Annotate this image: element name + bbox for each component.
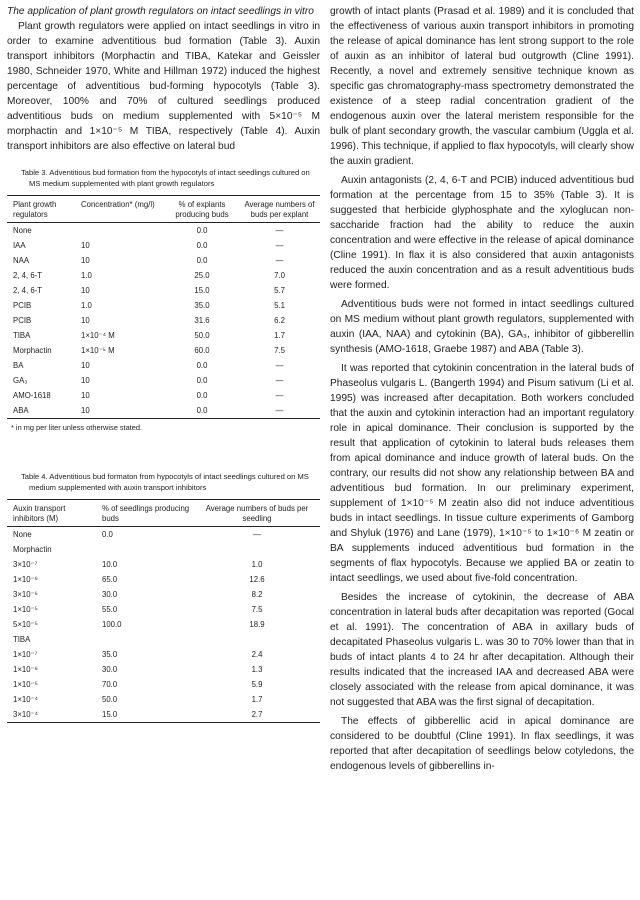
average-cell: — [275, 226, 284, 235]
inhibitor-cell: 1×10⁻⁶ [13, 665, 38, 674]
table-row [7, 298, 320, 313]
table-group-row [7, 632, 320, 647]
percent-cell: 0.0 [165, 403, 239, 419]
table-3-header-row [7, 196, 320, 223]
percent-cell: 31.6 [194, 316, 210, 325]
percent-cell: 0.0 [196, 226, 208, 235]
table-row [7, 662, 320, 677]
percent-cell: 15.0 [194, 286, 210, 295]
group-label: Morphactin [13, 545, 52, 554]
inhibitor-cell: 3×10⁻⁶ [13, 590, 38, 599]
average-cell: 5.1 [274, 301, 285, 310]
table-4-body [7, 527, 320, 723]
table-3-col-concentration: Concentration* (mg/l) [79, 196, 165, 223]
percent-cell: 70.0 [102, 680, 118, 689]
body-paragraph: Besides the increase of cytokinin, the decrease of ABA concentration in lateral buds after decapitation was reported (Gocal et al. 1991). The concentration of ABA in axillary buds of decapitated Phaseolus vulgaris L. was 30 to 70% lower than that in buds of intact plants 4 to 24 hr after decapitation. Although their results indicated that the increased IAA and decreased ABA were closely associated with the release from apical dominance, it was not suggested that ABA was the first signal of decapitation. [330, 592, 634, 708]
body-paragraph: Auxin antagonists (2, 4, 6-T and PCIB) induced adventitious bud formation at the percentage from 15 to 35% (Table 3). It is suggested that herbicide glyphosphate and the xyloglucan non-saccharide fraction had the ability to reduce the auxin concentration and were effective in the release of apical dominance (Cline 1991). In flax it is also considered that auxin antagonists reduced the auxin concentration and as a result adventitious buds were formed. [330, 175, 634, 291]
left-column [7, 4, 320, 723]
average-cell: 2.7 [194, 707, 320, 723]
percent-cell: 30.0 [102, 590, 118, 599]
concentration-cell: 1×10⁻⁴ M [81, 331, 115, 340]
average-cell: — [239, 403, 320, 419]
average-cell: 7.5 [251, 605, 263, 614]
table-3-caption: Table 3. Adventitious bud formation from the hypocotyls of intact seedlings cultured on MS medium supplemented with plant growth regulators [21, 168, 310, 188]
regulator-cell: GA₃ [13, 376, 28, 385]
inhibitor-cell: 1×10⁻⁷ [13, 650, 38, 659]
regulator-cell: AMO-1618 [13, 391, 51, 400]
percent-cell: 25.0 [194, 271, 210, 280]
inhibitor-cell: 1×10⁻⁴ [13, 695, 39, 704]
average-cell: 5.7 [274, 286, 285, 295]
concentration-cell: 10 [81, 241, 90, 250]
average-cell: 5.9 [251, 680, 263, 689]
average-cell: 7.0 [274, 271, 285, 280]
average-cell: — [275, 256, 284, 265]
regulator-cell: PCIB [13, 301, 32, 310]
section-heading: The application of plant growth regulators on intact seedlings in vitro [7, 6, 314, 17]
inhibitor-cell: None [13, 530, 32, 539]
table-row [7, 238, 320, 253]
percent-cell: 15.0 [100, 707, 194, 723]
body-paragraph: It was reported that cytokinin concentration in the lateral buds of Phaseolus vulgaris L. (Bangerth 1994) and Pisum sativum (Li et al. 1995) was increased after decapitation. Both workers concluded that the auxin and cytokinin interaction had an important regulatory role in apical dominance. Their conclusion is supported by the result that application of cytokinin to lateral buds releases them from apical dominance and induce growth of lateral buds. On the contrary, our results did not show any relationship between BA and adventitious bud formation. In our preliminary experiment, supplement of 1×10⁻⁵ M zeatin also did not induce adventitious buds in intact seedlings. In tissue culture experiments of Gamborg and Shyluk (1976) and Lane (1979), 1×10⁻⁵ to 1×10⁻⁶ M zeatin or BA supplements induced adventitious bud formation in the segments of flax hypocotyls. Because we applied BA or zeatin to intact seedlings, we used about five-fold concentration. [330, 363, 634, 584]
table-4-caption: Table 4. Adventitious bud formaton from hypocotyls of intact seedlings cultured on MS medium supplemented with auxin transport inhibitors [21, 472, 309, 492]
table-3-col-regulator: Plant growth regulators [7, 196, 79, 223]
regulator-cell: IAA [13, 241, 26, 250]
concentration-cell: 10 [81, 256, 90, 265]
table-4-col-inhibitor: Auxin transport inhibitors (M) [7, 500, 100, 527]
body-paragraph: Plant growth regulators were applied on intact seedlings in vitro in order to examine adventitious bud formation (Table 3). Auxin transport inhibitors (Morphactin and TIBA, Katekar and Geissler 1980, Schneider 1970, White and Hillman 1972) induced the highest percentage of adventitious bud-forming hypocotyls (Table 3). Moreover, 100% and 70% of cultured seedlings produced adventitious buds on medium supplemented with 5×10⁻⁵ M morphactin and 1×10⁻⁵ M TIBA, respectively (Table 4). Auxin transport inhibitors are also effective on lateral bud [7, 21, 320, 152]
regulator-cell: 2, 4, 6-T [13, 271, 43, 280]
table-row [7, 358, 320, 373]
concentration-cell: 10 [81, 376, 90, 385]
percent-cell: 30.0 [102, 665, 118, 674]
percent-cell: 65.0 [102, 575, 118, 584]
average-cell: 6.2 [274, 316, 285, 325]
regulator-cell: ABA [7, 403, 79, 419]
table-4-grid [7, 499, 320, 723]
table-3-body [7, 223, 320, 419]
average-cell: 1.3 [251, 665, 263, 674]
percent-cell: 35.0 [102, 650, 118, 659]
percent-cell: 100.0 [102, 620, 122, 629]
percent-cell: 0.0 [102, 530, 113, 539]
table-row [7, 617, 320, 632]
body-paragraph: growth of intact plants (Prasad et al. 1989) and it is concluded that the effectiveness of various auxin transport inhibitors in promoting the release of apical dominance has lent strong support to the role of auxin as an inhibitor of lateral bud outgrowth (Cline 1991). Recently, a novel and extremely sensitive technique known as specific gas chromatography-mass spectrometry demonstrated the existence of a steep radial concentration gradient of the endogenous auxin over the lateral meristem responsible for the bulk of plant secondary growth, the vascular cambium (Uggla et al. 1996). This technique, if applied to flax hypocotyls, will clearly show the auxin gradient. [330, 6, 634, 167]
average-cell: — [275, 361, 284, 370]
percent-cell: 55.0 [102, 605, 118, 614]
inhibitor-cell: 1×10⁻⁵ [13, 680, 38, 689]
table-row [7, 707, 320, 723]
percent-cell: 0.0 [196, 376, 208, 385]
table-row [7, 253, 320, 268]
table-3-col-average: Average numbers of buds per explant [239, 196, 320, 223]
table-row [7, 557, 320, 572]
percent-cell: 60.0 [194, 346, 210, 355]
table-row [7, 602, 320, 617]
inhibitor-cell: 1×10⁻⁶ [13, 575, 38, 584]
percent-cell: 50.0 [194, 331, 210, 340]
inhibitor-cell: 5×10⁻⁵ [13, 620, 38, 629]
table-row [7, 313, 320, 328]
concentration-cell: 1.0 [81, 301, 92, 310]
table-row [7, 692, 320, 707]
table-row [7, 677, 320, 692]
table-3 [7, 168, 320, 432]
table-4-col-average: Average numbers of buds per seedling [194, 500, 320, 527]
table-row [7, 283, 320, 298]
table-row [7, 527, 320, 543]
table-row [7, 223, 320, 239]
average-cell: 2.4 [251, 650, 263, 659]
percent-cell: 50.0 [102, 695, 118, 704]
table-row [7, 343, 320, 358]
concentration-cell: 10 [79, 403, 165, 419]
regulator-cell: BA [13, 361, 24, 370]
percent-cell: 0.0 [196, 256, 208, 265]
concentration-cell: 10 [81, 361, 90, 370]
regulator-cell: TIBA [13, 331, 31, 340]
regulator-cell: None [13, 226, 32, 235]
table-row [7, 647, 320, 662]
average-cell: 18.9 [249, 620, 265, 629]
average-cell: 8.2 [251, 590, 263, 599]
concentration-cell: 1×10⁻⁵ M [81, 346, 115, 355]
average-cell: 12.6 [249, 575, 265, 584]
table-3-grid [7, 195, 320, 419]
concentration-cell [79, 223, 165, 239]
regulator-cell: PCIB [13, 316, 32, 325]
regulator-cell: NAA [13, 256, 30, 265]
inhibitor-cell: 1×10⁻⁵ [13, 605, 38, 614]
average-cell: — [275, 241, 284, 250]
table-row [7, 572, 320, 587]
percent-cell: 0.0 [196, 241, 208, 250]
table-group-row [7, 542, 320, 557]
inhibitor-cell: 3×10⁻⁴ [7, 707, 100, 723]
right-column [330, 4, 634, 778]
table-row [7, 373, 320, 388]
average-cell: 1.7 [251, 695, 263, 704]
table-4 [7, 472, 320, 723]
table-row [7, 587, 320, 602]
regulator-cell: Morphactin [13, 346, 52, 355]
inhibitor-cell: 3×10⁻⁷ [13, 560, 38, 569]
percent-cell: 10.0 [102, 560, 118, 569]
average-cell: 7.5 [274, 346, 285, 355]
table-row [7, 268, 320, 283]
percent-cell: 35.0 [194, 301, 210, 310]
table-row [7, 403, 320, 419]
table-row [7, 328, 320, 343]
concentration-cell: 1.0 [81, 271, 92, 280]
average-cell: 1.7 [274, 331, 285, 340]
body-paragraph: The effects of gibberellic acid in apical dominance are considered to be doubtful (Cline 1991). In flax seedlings, it was reported that after decapitation of seedlings below cotyledons, the endogenous levels of gibberellins in- [330, 716, 634, 772]
average-cell: — [275, 391, 284, 400]
table-row [7, 388, 320, 403]
table-3-footnote: * in mg per liter unless otherwise stated. [11, 423, 143, 432]
regulator-cell: 2, 4, 6-T [13, 286, 43, 295]
table-4-header-row [7, 500, 320, 527]
average-cell: 1.0 [251, 560, 263, 569]
average-cell: — [253, 530, 261, 539]
table-4-col-percent: % of seedlings producing buds [100, 500, 194, 527]
percent-cell: 0.0 [196, 361, 208, 370]
concentration-cell: 10 [81, 391, 90, 400]
concentration-cell: 10 [81, 286, 90, 295]
average-cell: — [275, 376, 284, 385]
table-3-col-percent: % of explants producing buds [165, 196, 239, 223]
percent-cell: 0.0 [196, 391, 208, 400]
body-paragraph: Adventitious buds were not formed in intact seedlings cultured on MS medium without plant growth regulators, supplemented with auxin (IAA, NAA) and cytokinin (BA), GA₃, inhibitor of gibberellin synthesis (AMO-1618, Graebe 1987) and ABA (Table 3). [330, 299, 634, 355]
concentration-cell: 10 [81, 316, 90, 325]
group-label: TIBA [13, 635, 31, 644]
